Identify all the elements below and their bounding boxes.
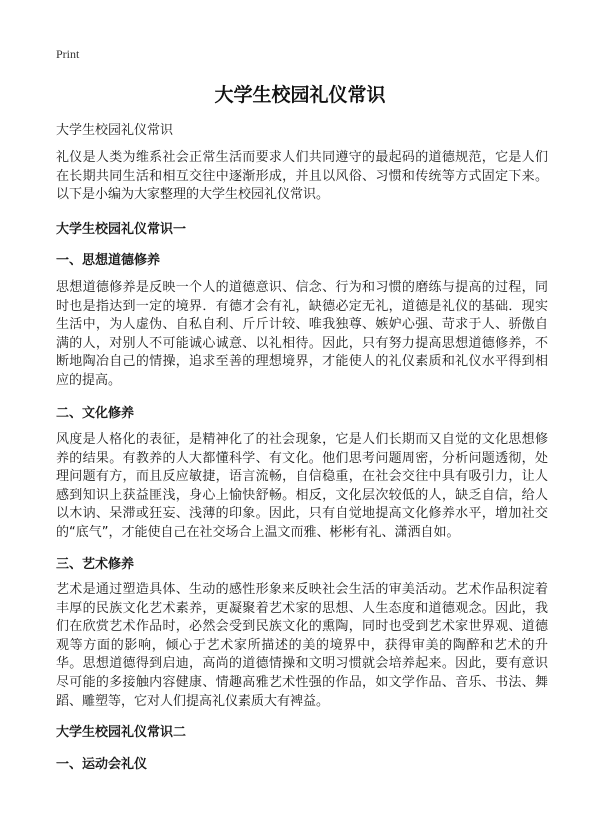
heading-cultural-cultivation: 二、文化修养 <box>56 406 135 421</box>
heading-moral-cultivation: 一、思想道德修养 <box>56 253 161 268</box>
print-label[interactable]: Print <box>56 47 80 61</box>
section-title-1: 大学生校园礼仪常识一 <box>56 222 187 237</box>
paragraph-cultural-cultivation: 风度是人格化的表征，是精神化了的社会现象，它是人们长期而又自觉的文化思想修养的结果。有教养的人大都懂科学、有文化。他们思考问题周密，分析问题透彻，处理问题有方，而且反应敏捷，语言流畅，自信稳重，在社会交往中具有吸引力，让人感到知识上获益匪浅，身心上愉快舒畅。相反，文化层次较低的人，缺乏自信，给人以木讷、呆滞或狂妄、浅薄的印象。因此，只有自觉地提高文化修养水平，增加社交的“底气”，才能使自己在社交场合上温文而雅、彬彬有礼、潇洒自如。 <box>56 432 548 540</box>
section-title-2: 大学生校园礼仪常识二 <box>56 725 187 740</box>
paragraph-artistic-cultivation: 艺术是通过塑造具体、生动的感性形象来反映社会生活的审美活动。艺术作品积淀着丰厚的民族文化艺术素养，更凝聚着艺术家的思想、人生态度和道德观念。因此，我们在欣赏艺术作品时，必然会受到民族文化的熏陶，同时也受到艺术家世界观、道德观等方面的影响，倾心于艺术家所描述的美的境界中，获得审美的陶醉和艺术的升华。思想道德得到启迪，高尚的道德情操和文明习惯就会培养起来。因此，要有意识尽可能的多接触内容健康、情趣高雅艺术性强的作品，如文学作品、音乐、书法、舞蹈、雕塑等，它对人们提高礼仪素质大有裨益。 <box>56 582 548 709</box>
page-title: 大学生校园礼仪常识 <box>214 84 386 106</box>
heading-sports-meet-etiquette: 一、运动会礼仪 <box>56 757 148 772</box>
document-subtitle: 大学生校园礼仪常识 <box>56 123 174 138</box>
paragraph-moral-cultivation: 思想道德修养是反映一个人的道德意识、信念、行为和习惯的磨练与提高的过程，同时也是指达到一定的境界．有德才会有礼，缺德必定无礼，道德是礼仪的基础．现实生活中，为人虚伪、自私自利、斤斤计较、唯我独尊、嫉妒心强、苛求于人、骄傲自满的人，对别人不可能诚心诚意、以礼相待。因此，只有努力提高思想道德修养，不断地陶冶自己的情操，追求至善的理想境界，才能使人的礼仪素质和礼仪水平得到相应的提高。 <box>56 280 548 388</box>
intro-paragraph: 礼仪是人类为维系社会正常生活而要求人们共同遵守的最起码的道德规范，它是人们在长期共同生活和相互交往中逐渐形成，并且以风俗、习惯和传统等方式固定下来。以下是小编为大家整理的大学生校园礼仪常识。 <box>56 150 548 203</box>
heading-artistic-cultivation: 三、艺术修养 <box>56 557 135 572</box>
